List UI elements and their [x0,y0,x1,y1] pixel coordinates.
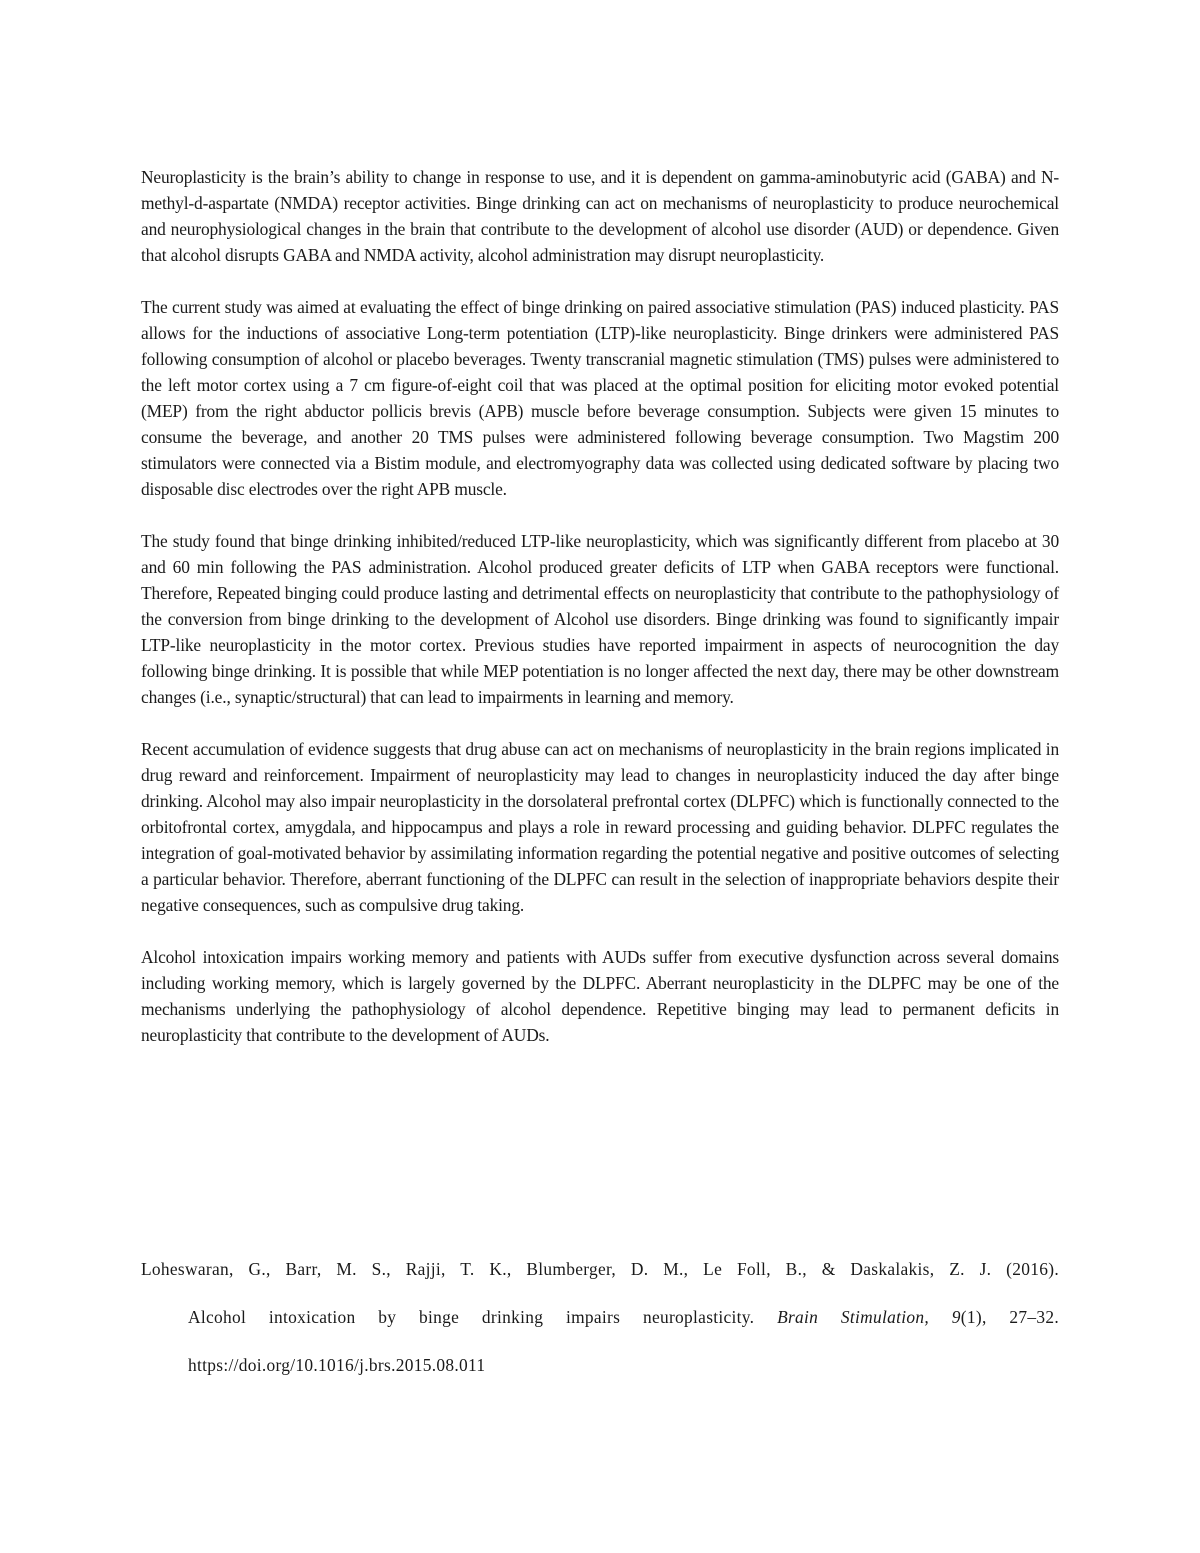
paragraph-evidence: Recent accumulation of evidence suggests that drug abuse can act on mechanisms of neuroplasticity in the brain regions implicated in drug reward and reinforcement. Impairment of neuroplasticity may lead to changes in neuroplasticity induced the day after binge drinking. Alcohol may also impair neuroplasticity in the dorsolateral prefrontal cortex (DLPFC) which is functionally connected to the orbitofrontal cortex, amygdala, and hippocampus and plays a role in reward processing and guiding behavior. DLPFC regulates the integration of goal-motivated behavior by assimilating information regarding the potential negative and positive outcomes of selecting a particular behavior. Therefore, aberrant functioning of the DLPFC can result in the selection of inappropriate behaviors despite their negative consequences, such as compulsive drug taking. [141,739,1059,915]
reference-issue-pages: (1), 27–32. [960,1307,1059,1327]
paragraph-intro: Neuroplasticity is the brain’s ability to change in response to use, and it is dependent on gamma-aminobutyric acid (GABA) and N-methyl-d-aspartate (NMDA) receptor activities. Binge drinking can act on mechanisms of neuroplasticity to produce neurochemical and neurophysiological changes in the brain that contribute to the development of alcohol use disorder (AUD) or dependence. Given that alcohol disrupts GABA and NMDA activity, alcohol administration may disrupt neuroplasticity. [141,167,1059,265]
reference-title-line [188,1304,1059,1330]
paragraph-findings: The study found that binge drinking inhibited/reduced LTP-like neuroplasticity, which was significantly different from placebo at 30 and 60 min following the PAS administration. Alcohol produced greater deficits of LTP when GABA receptors were functional. Therefore, Repeated binging could produce lasting and detrimental effects on neuroplasticity that contribute to the pathophysiology of the conversion from binge drinking to the development of Alcohol use disorders. Binge drinking was found to significantly impair LTP-like neuroplasticity in the motor cortex. Previous studies have reported impairment in aspects of neurocognition the day following binge drinking. It is possible that while MEP potentiation is no longer affected the next day, there may be other downstream changes (i.e., synaptic/structural) that can lead to impairments in learning and memory. [141,531,1059,707]
reference-journal: Brain Stimulation, 9 [777,1307,961,1327]
reference-authors-year: Loheswaran, G., Barr, M. S., Rajji, T. K., Blumberger, D. M., Le Foll, B., & Daskalakis, Z. J. (2016). [141,1259,1059,1279]
reference-doi-link[interactable]: https://doi.org/10.1016/j.brs.2015.08.011 [188,1355,486,1375]
paragraph-conclusion: Alcohol intoxication impairs working memory and patients with AUDs suffer from executive dysfunction across several domains including working memory, which is largely governed by the DLPFC. Aberrant neuroplasticity in the DLPFC may be one of the mechanisms underlying the pathophysiology of alcohol dependence. Repetitive binging may lead to permanent deficits in neuroplasticity that contribute to the development of AUDs. [141,947,1059,1045]
paragraph-study-design: The current study was aimed at evaluating the effect of binge drinking on paired associative stimulation (PAS) induced plasticity. PAS allows for the inductions of associative Long-term potentiation (LTP)-like neuroplasticity. Binge drinkers were administered PAS following consumption of alcohol or placebo beverages. Twenty transcranial magnetic stimulation (TMS) pulses were administered to the left motor cortex using a 7 cm figure-of-eight coil that was placed at the optimal position for eliciting motor evoked potential (MEP) from the right abductor pollicis brevis (APB) muscle before beverage consumption. Subjects were given 15 minutes to consume the beverage, and another 20 TMS pulses were administered following beverage consumption. Two Magstim 200 stimulators were connected via a Bistim module, and electromyography data was collected using dedicated software by placing two disposable disc electrodes over the right APB muscle. [141,297,1059,499]
reference-title: Alcohol intoxication by binge drinking impairs neuroplasticity. [188,1307,778,1327]
reference-citation [141,1256,1059,1378]
document-body [141,164,1059,1074]
